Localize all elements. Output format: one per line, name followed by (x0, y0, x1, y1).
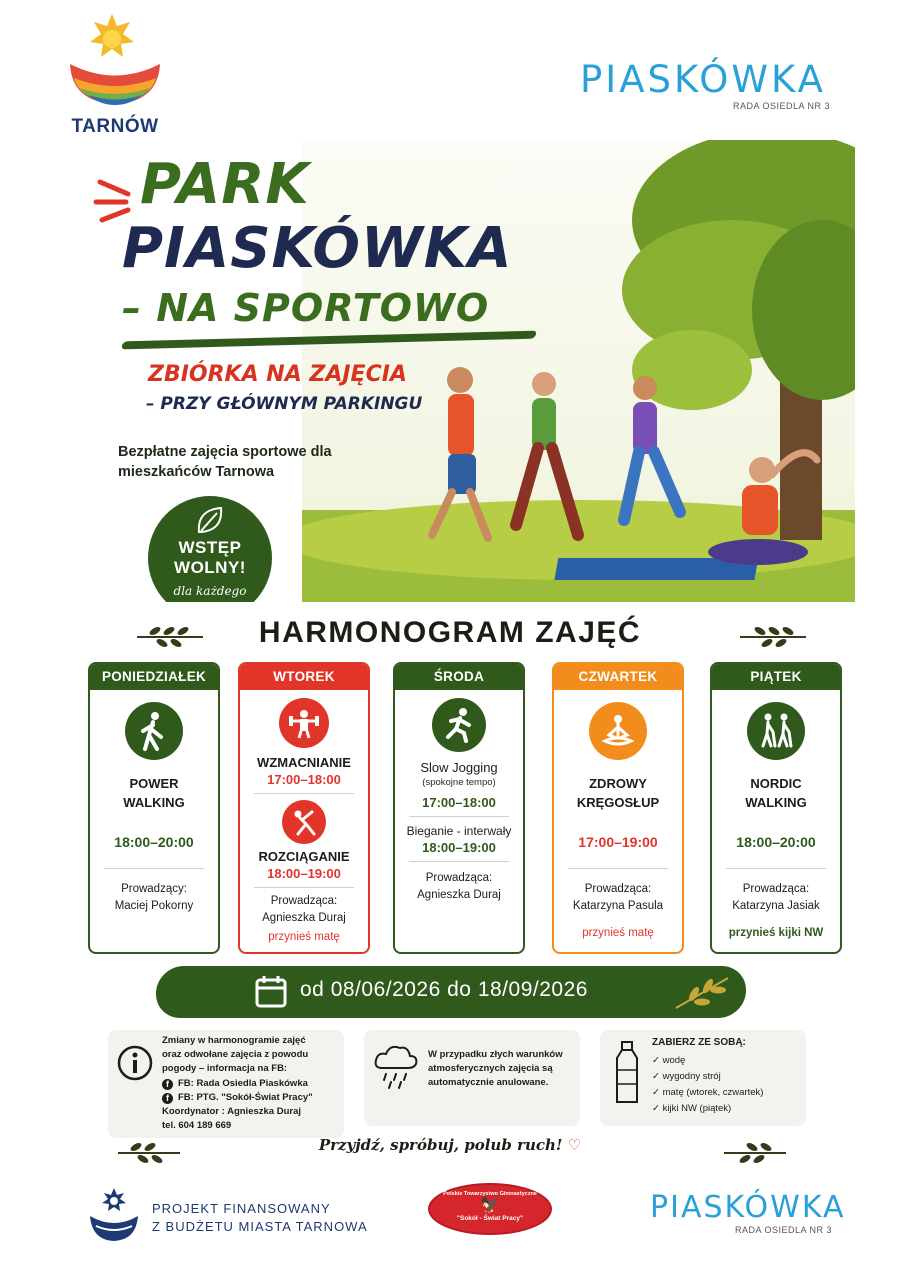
day-header: PONIEDZIAŁEK (90, 664, 218, 690)
activity-time: 18:00–20:00 (736, 834, 816, 850)
stretching-icon (282, 800, 326, 844)
water-bottle-icon (612, 1040, 642, 1106)
lead-name: Katarzyna Pasula (572, 900, 664, 912)
phone: tel. 604 189 669 (162, 1120, 232, 1131)
nordic-walking-icon (747, 702, 805, 760)
activity-name: Slow Jogging (420, 760, 498, 775)
lead-name: Agnieszka Duraj (262, 912, 346, 924)
bring-note: przynieś matę (268, 931, 340, 943)
schedule-title: HARMONOGRAM ZAJĘĆ (258, 616, 642, 649)
lead-name: Agnieszka Duraj (417, 889, 501, 901)
lead-label: Prowadząca: (584, 883, 652, 895)
day-header: CZWARTEK (554, 664, 682, 690)
branch-icon (672, 972, 732, 1012)
leaf-icon (195, 504, 225, 536)
laurel-right-icon (738, 622, 808, 652)
lead-name: Maciej Pokorny (114, 900, 194, 912)
activity-time-b: 18:00–19:00 (422, 840, 496, 855)
date-range: od 08/06/2026 do 18/09/2026 (300, 978, 588, 1001)
title-line-park: PARK (140, 152, 310, 217)
piaskowka-logo-top (580, 58, 830, 118)
changes-line-1: Zmiany w harmonogramie zajęć (162, 1035, 306, 1046)
bring-item: ✓ kijki NW (piątek) (652, 1103, 732, 1114)
activity-name-line1: POWER (129, 776, 179, 791)
weather-line-1: W przypadku złych warunków (428, 1049, 563, 1060)
bring-note: przynieś matę (582, 927, 654, 939)
weather-line-3: automatycznie anulowane. (428, 1077, 549, 1088)
hero-section (62, 140, 855, 602)
sokol-line-2: "Sokół - Świat Pracy" (456, 1215, 524, 1222)
bring-title: ZABIERZ ZE SOBĄ: (652, 1037, 746, 1048)
motto: Przyjdź, spróbuj, polub ruch! ♡ (318, 1136, 582, 1154)
activity-time-b: 18:00–19:00 (267, 866, 341, 881)
activity-time: 17:00–18:00 (422, 795, 496, 810)
activity-note: (spokojne tempo) (422, 777, 496, 788)
running-person-icon (432, 698, 486, 752)
burst-lines-icon (92, 168, 142, 228)
info-box-weather (364, 1030, 580, 1126)
fb-link-council[interactable]: FB: Rada Osiedla Piaskówka (178, 1078, 308, 1089)
activity-time: 18:00–20:00 (114, 834, 194, 850)
walking-person-icon (125, 702, 183, 760)
facebook-icon: f (162, 1079, 173, 1090)
activity-name-line2: KRĘGOSŁUP (576, 795, 660, 810)
badge-line-2: WOLNY! (174, 558, 246, 577)
coordinator: Koordynator : Agnieszka Duraj (162, 1106, 302, 1117)
free-classes-text: Bezpłatne zajęcia sportowe dla mieszkańców Tarnowa (118, 444, 332, 480)
title-line-na-sportowo: – NA SPORTOWO (122, 286, 490, 330)
bring-note: przynieś kijki NW (728, 927, 824, 939)
lead-label: Prowadząca: (270, 895, 338, 907)
sokol-line-1: Polskie Towarzystwo Gimnastyczne (443, 1191, 537, 1197)
badge-line-1: WSTĘP (178, 538, 242, 557)
district-logo-subtitle: RADA OSIEDLA NR 3 (732, 101, 830, 111)
title-line-piaskowka: PIASKÓWKA (122, 216, 513, 281)
sun-rainbow-icon (60, 12, 170, 112)
gathering-place: – PRZY GŁÓWNYM PARKINGU (146, 394, 423, 414)
activity-name-line2: WALKING (123, 795, 185, 810)
info-box-changes (108, 1030, 344, 1138)
info-box-bring (600, 1030, 806, 1126)
weather-line-2: atmosferycznych zajęcia są (428, 1063, 553, 1074)
district-logo-subtitle: RADA OSIEDLA NR 3 (734, 1225, 832, 1235)
day-card-monday (88, 662, 220, 954)
city-name: TARNÓW (71, 116, 159, 137)
activity-name-line2: WALKING (745, 795, 807, 810)
info-icon (116, 1044, 154, 1082)
day-card-thursday (552, 662, 684, 954)
activity-name-line1: ZDROWY (589, 776, 647, 791)
badge-line-3: dla każdego (173, 584, 247, 598)
piaskowka-logo-bottom (650, 1190, 846, 1240)
day-card-friday (710, 662, 842, 954)
district-logo-name: PIASKÓWKA (580, 58, 826, 101)
lead-name: Katarzyna Jasiak (732, 900, 820, 912)
lead-label: Prowadzący: (121, 883, 187, 895)
activity-name-b: Bieganie - interwały (406, 824, 512, 838)
falcon-icon: 🦅 (480, 1197, 500, 1214)
sokol-logo (428, 1183, 552, 1235)
free-entry-badge (148, 496, 272, 602)
lead-label: Prowadząca: (425, 872, 493, 884)
dumbbell-icon (279, 698, 329, 748)
bring-item: ✓ matę (wtorek, czwartek) (652, 1087, 764, 1098)
changes-line-3: pogody – informacja na FB: (162, 1063, 288, 1074)
activity-name-line1: NORDIC (750, 776, 802, 791)
funding-line-2: Z BUDŻETU MIASTA TARNOWA (152, 1219, 368, 1234)
meditation-icon (589, 702, 647, 760)
funding-note (152, 1200, 368, 1236)
day-card-tuesday (238, 662, 370, 954)
changes-line-2: oraz odwołane zajęcia z powodu (162, 1049, 309, 1060)
heart-icon: ♡ (567, 1136, 582, 1154)
tarnow-emblem-icon (86, 1186, 142, 1244)
day-card-wednesday (393, 662, 525, 954)
tarnow-city-logo (60, 12, 170, 137)
day-header: ŚRODA (395, 664, 523, 690)
laurel-right-icon (722, 1140, 788, 1166)
activity-name: WZMACNIANIE (257, 755, 351, 770)
activity-time: 17:00–19:00 (578, 834, 658, 850)
bring-item: ✓ wodę (652, 1055, 686, 1066)
rain-cloud-icon (372, 1040, 420, 1090)
gathering-title: ZBIÓRKA NA ZAJĘCIA (148, 362, 407, 387)
bring-item: ✓ wygodny strój (652, 1071, 721, 1082)
facebook-icon: f (162, 1093, 173, 1104)
lead-label: Prowadząca: (742, 883, 810, 895)
activity-name-b: ROZCIĄGANIE (258, 849, 350, 864)
calendar-icon (254, 974, 288, 1010)
fb-link-sokol[interactable]: FB: PTG. "Sokół-Świat Pracy" (178, 1092, 313, 1103)
activity-time: 17:00–18:00 (267, 772, 341, 787)
funding-line-1: PROJEKT FINANSOWANY (152, 1201, 331, 1216)
district-logo-name: PIASKÓWKA (650, 1190, 846, 1225)
day-header: WTOREK (240, 664, 368, 690)
day-header: PIĄTEK (712, 664, 840, 690)
